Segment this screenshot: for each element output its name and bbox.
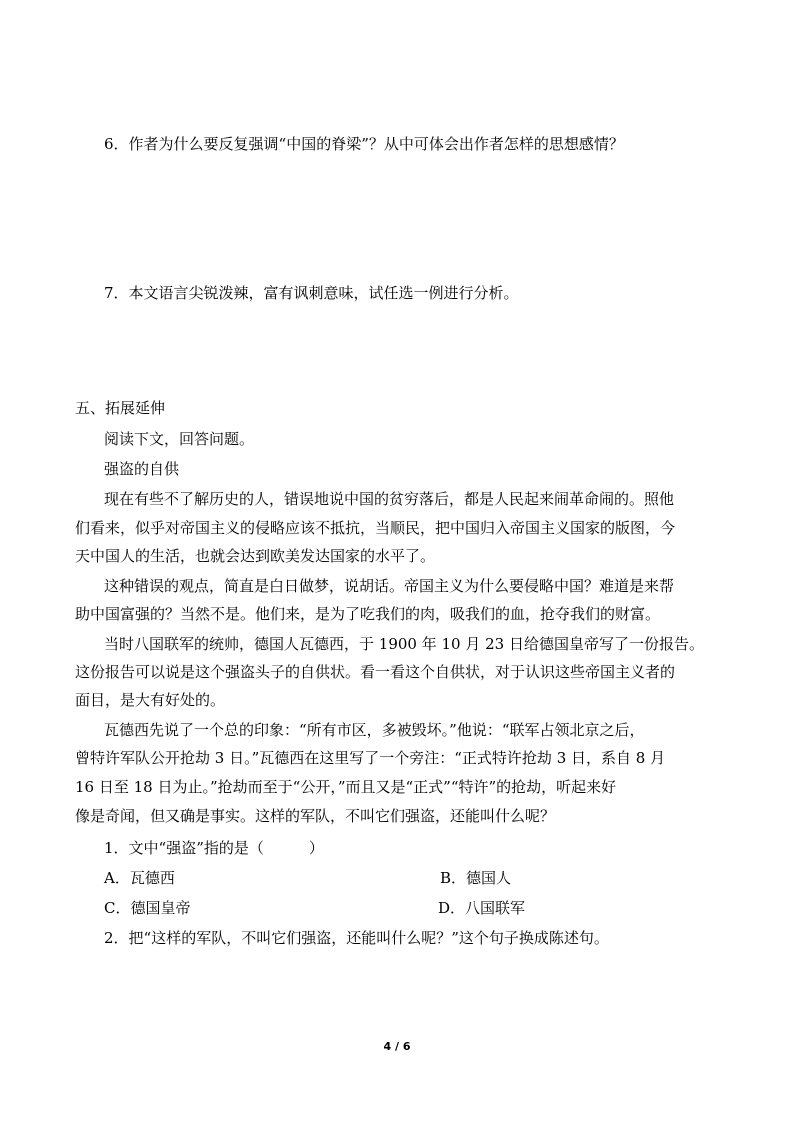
paragraph-line: 面目，是大有好处的。 [75, 691, 226, 709]
paragraph-line: 像是奇闻，但又确是事实。这样的军队，不叫它们强盗，还能叫什么呢？ [75, 807, 556, 825]
paragraph-line: 助中国富强的？当然不是。他们来，是为了吃我们的肉，吸我们的血，抢夺我们的财富。 [75, 605, 661, 623]
paragraph-line: 现在有些不了解历史的人，错误地说中国的贫穷落后，都是人民起来闹革命闹的。照他 [104, 490, 675, 508]
article-title: 强盗的自供 [104, 460, 180, 478]
option-c: C．德国皇帝 [104, 899, 191, 917]
reading-instruction: 阅读下文，回答问题。 [104, 430, 255, 448]
question-7: 7．本文语言尖锐泼辣，富有讽刺意味，试任选一例进行分析。 [104, 284, 519, 302]
paragraph-line: 这种错误的观点，简直是白日做梦，说胡话。帝国主义为什么要侵略中国？难道是来帮 [104, 577, 675, 595]
section-heading: 五、拓展延伸 [75, 399, 166, 417]
option-a: A．瓦德西 [104, 869, 175, 887]
page-number: 4 / 6 [383, 1040, 411, 1053]
option-d: D．八国联军 [438, 899, 526, 917]
paragraph-line: 曾特许军队公开抢劫 3 日。”瓦德西在这里写了一个旁注：“正式特许抢劫 3 日，系自 8 月 [75, 749, 666, 767]
paragraph-line: 这份报告可以说是这个强盗头子的自供状。看一看这个自供状，对于认识这些帝国主义者的 [75, 663, 676, 681]
paragraph-line: 瓦德西先说了一个总的印象：“所有市区，多被毁坏。”他说：“联军占领北京之后， [104, 721, 645, 739]
paragraph-line: 天中国人的生活，也就会达到欧美发达国家的水平了。 [75, 547, 436, 565]
question-1-stem: 1．文中“强盗”指的是（ ） [104, 839, 324, 857]
question-6: 6．作者为什么要反复强调“中国的脊梁”？从中可体会出作者怎样的思想感情？ [104, 135, 624, 153]
paragraph-line: 们看来，似乎对帝国主义的侵略应该不抵抗，当顺民，把中国归入帝国主义国家的版图，今 [75, 519, 676, 537]
option-b: B．德国人 [440, 869, 512, 887]
paragraph-line: 当时八国联军的统帅，德国人瓦德西，于 1900 年 10 月 23 日给德国皇帝写了一份报告。 [104, 635, 704, 653]
question-2: 2．把“这样的军队，不叫它们强盗，还能叫什么呢？”这个句子换成陈述句。 [104, 929, 609, 947]
paragraph-line: 16 日至 18 日为止。”抢劫而至于“公开，”而且又是“正式”“特许”的抢劫，听起来好 [75, 778, 617, 796]
